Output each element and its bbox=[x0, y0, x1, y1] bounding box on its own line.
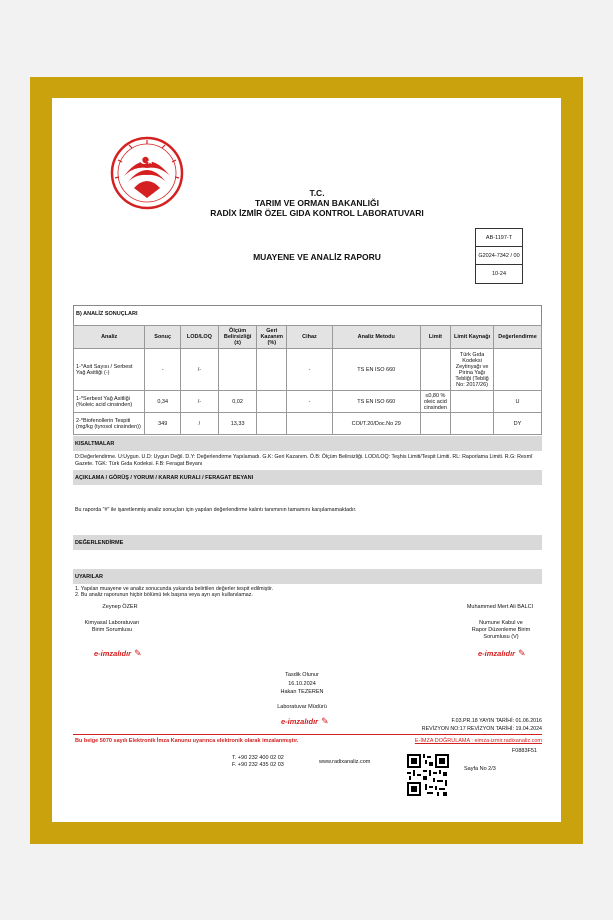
abbreviations-text: D:Değerlendirme. U:Uygun. U.D: Uygun Değil. D.Y: Değerlendirme Yapılamadı. G.K: Geri Kazanım. Ö.B: Ölçüm Belirsizliği. LOD/LOQ: Teşhis Limiti/Tespit Limiti. RL: Raporlama Limiti. R.G: Resmî Gazete. TGK: Türk Gıda Kodeksi. F.B: Feragat Beyanı bbox=[75, 454, 533, 467]
right-signer-role: Numune Kabul ve bbox=[479, 620, 523, 626]
table-cell: 1-*Serbest Yağ Asitliği (%oleic acid cinsinden) bbox=[74, 391, 145, 413]
e-signature-label: e-imzalıdır bbox=[478, 649, 516, 658]
ministry-emblem-icon bbox=[110, 136, 184, 210]
approval-date: 16.10.2024 bbox=[288, 681, 316, 687]
pen-icon: ✎ bbox=[134, 648, 142, 658]
evaluation-title: DEĞERLENDİRME bbox=[73, 535, 542, 550]
left-signer-role: Birim Sorumlusu bbox=[91, 627, 133, 633]
table-cell bbox=[493, 349, 541, 391]
table-cell: - bbox=[287, 349, 333, 391]
date-code: 10-24 bbox=[491, 271, 507, 277]
qr-code-icon bbox=[407, 754, 449, 796]
column-header: LOD/LOQ bbox=[181, 326, 219, 349]
pen-icon: ✎ bbox=[321, 716, 329, 726]
table-cell: 2-*Biofenollerin Tespiti (mg/kg (tyrosol cinsinden)) bbox=[74, 413, 145, 435]
pen-icon: ✎ bbox=[518, 648, 526, 658]
e-signature-legal-note: Bu belge 5070 sayılı Elektronik İmza Kanunu uyarınca elektronik olarak imzalanmıştır. bbox=[75, 738, 299, 744]
e-signature-label: e-imzalıdır bbox=[94, 649, 132, 658]
warning-item: 1. Yapılan muayene ve analiz sonucunda yukarıda belirtilen değerler tespit edilmiştir. bbox=[75, 586, 273, 592]
footer-divider bbox=[73, 734, 542, 735]
table-cell bbox=[257, 413, 287, 435]
header-laboratory: RADİX İZMİR ÖZEL GIDA KONTROL LABORATUVARI bbox=[210, 208, 424, 218]
column-header: Analiz Metodu bbox=[332, 326, 420, 349]
table-cell: 1-*Asit Sayısı / Serbest Yağ Asitliği (-) bbox=[74, 349, 145, 391]
left-e-signature bbox=[94, 648, 142, 659]
approval-text: Tasdik Olunur bbox=[285, 672, 319, 678]
column-header: Limit Kaynağı bbox=[451, 326, 494, 349]
table-cell: /- bbox=[181, 349, 219, 391]
column-header: Sonuç bbox=[145, 326, 181, 349]
warnings-title: UYARILAR bbox=[73, 569, 542, 584]
e-signature-label: e-imzalıdır bbox=[281, 717, 319, 726]
website-link[interactable]: www.radixanaliz.com bbox=[319, 759, 371, 765]
warning-item: 2. Bu analiz raporunun hiçbir bölümü tek başına veya ayrı ayrı kullanılamaz. bbox=[75, 592, 253, 598]
table-cell: COI/T.20/Doc.No 29 bbox=[332, 413, 420, 435]
manager-role: Laboratuvar Müdürü bbox=[277, 704, 327, 710]
verification-link[interactable]: E-İMZA DOĞRULAMA : eimza-izmir.radixanaliz.com bbox=[414, 738, 542, 744]
column-header: Değerlendirme bbox=[493, 326, 541, 349]
comments-title: AÇIKLAMA / GÖRÜŞ / YORUM / KARAR KURALI / FERAGAT BEYANI bbox=[73, 470, 542, 485]
table-cell bbox=[218, 349, 257, 391]
manager-name: Hakan TEZEREN bbox=[280, 689, 324, 695]
table-cell: - bbox=[287, 391, 333, 413]
right-signer-name: Muhammed Mert Ali BALCI bbox=[466, 604, 534, 610]
header-ministry: TARIM VE ORMAN BAKANLIĞI bbox=[254, 198, 380, 208]
right-signer-role: Sorumlusu (V) bbox=[483, 634, 519, 640]
table-cell: / bbox=[181, 413, 219, 435]
comments-text: Bu raporda "#" ile işaretlenmiş analiz sonuçları için yapılan değerlendirme kalıntı tanımının tamamını karşılamamaktadır. bbox=[75, 507, 357, 513]
results-table bbox=[73, 325, 542, 435]
phone-number: T. +90 232 400 02 02 bbox=[232, 755, 284, 761]
page-number: Sayfa No 2/3 bbox=[464, 766, 496, 772]
table-cell: TS EN ISO 660 bbox=[332, 391, 420, 413]
right-signer-role: Rapor Düzenleme Birim bbox=[471, 627, 531, 633]
revision-info: REVİZYON NO:17 REVİZYON TARİHİ: 19.04.2024 bbox=[421, 726, 542, 732]
table-header-row bbox=[74, 326, 542, 349]
table-cell bbox=[257, 391, 287, 413]
table-cell: U bbox=[493, 391, 541, 413]
table-cell: - bbox=[145, 349, 181, 391]
fax-number: F. +90 232 435 02 03 bbox=[232, 762, 284, 768]
table-cell: 0,34 bbox=[145, 391, 181, 413]
table-row bbox=[74, 349, 542, 391]
column-header: Ölçüm Belirsizliği (±) bbox=[218, 326, 257, 349]
column-header: Analiz bbox=[74, 326, 145, 349]
left-signer-role: Kimyasal Laboratuvarı bbox=[84, 620, 140, 626]
manager-e-signature bbox=[281, 716, 329, 727]
table-cell: /- bbox=[181, 391, 219, 413]
table-cell: 349 bbox=[145, 413, 181, 435]
table-cell: TS EN ISO 660 bbox=[332, 349, 420, 391]
verification-code: F0883F51 bbox=[511, 748, 537, 754]
right-e-signature bbox=[478, 648, 526, 659]
table-cell: ≤0,80 % oleic acid cinsinden bbox=[420, 391, 451, 413]
header-line-tc: T.C. bbox=[309, 188, 325, 198]
table-cell: DY bbox=[493, 413, 541, 435]
table-cell: Türk Gıda Kodeksi Zeytinyağı ve Pirina Yağı Tebliği (Tebliğ No: 2017/26) bbox=[451, 349, 494, 391]
report-number: G2024-7342 / 00 bbox=[476, 247, 522, 265]
document-page bbox=[52, 98, 561, 822]
table-cell bbox=[451, 413, 494, 435]
form-code: F.03.PR.18 YAYIN TARİHİ: 01.06.2016 bbox=[451, 718, 542, 724]
accreditation-code: AB-1197-T bbox=[476, 229, 522, 247]
column-header: Limit bbox=[420, 326, 451, 349]
table-cell bbox=[451, 391, 494, 413]
table-row bbox=[74, 391, 542, 413]
table-cell bbox=[420, 413, 451, 435]
document-codes bbox=[475, 228, 523, 284]
table-cell bbox=[257, 349, 287, 391]
table-cell bbox=[420, 349, 451, 391]
column-header: Geri Kazanım (%) bbox=[257, 326, 287, 349]
abbreviations-title: KISALTMALAR bbox=[73, 436, 542, 451]
section-b-title: B) ANALİZ SONUÇLARI bbox=[73, 305, 542, 325]
table-cell bbox=[287, 413, 333, 435]
table-cell: 0,02 bbox=[218, 391, 257, 413]
table-cell: 13,33 bbox=[218, 413, 257, 435]
left-signer-name: Zeynep ÖZER bbox=[102, 604, 138, 610]
column-header: Cihaz bbox=[287, 326, 333, 349]
table-row bbox=[74, 413, 542, 435]
report-title: MUAYENE VE ANALİZ RAPORU bbox=[253, 252, 381, 262]
